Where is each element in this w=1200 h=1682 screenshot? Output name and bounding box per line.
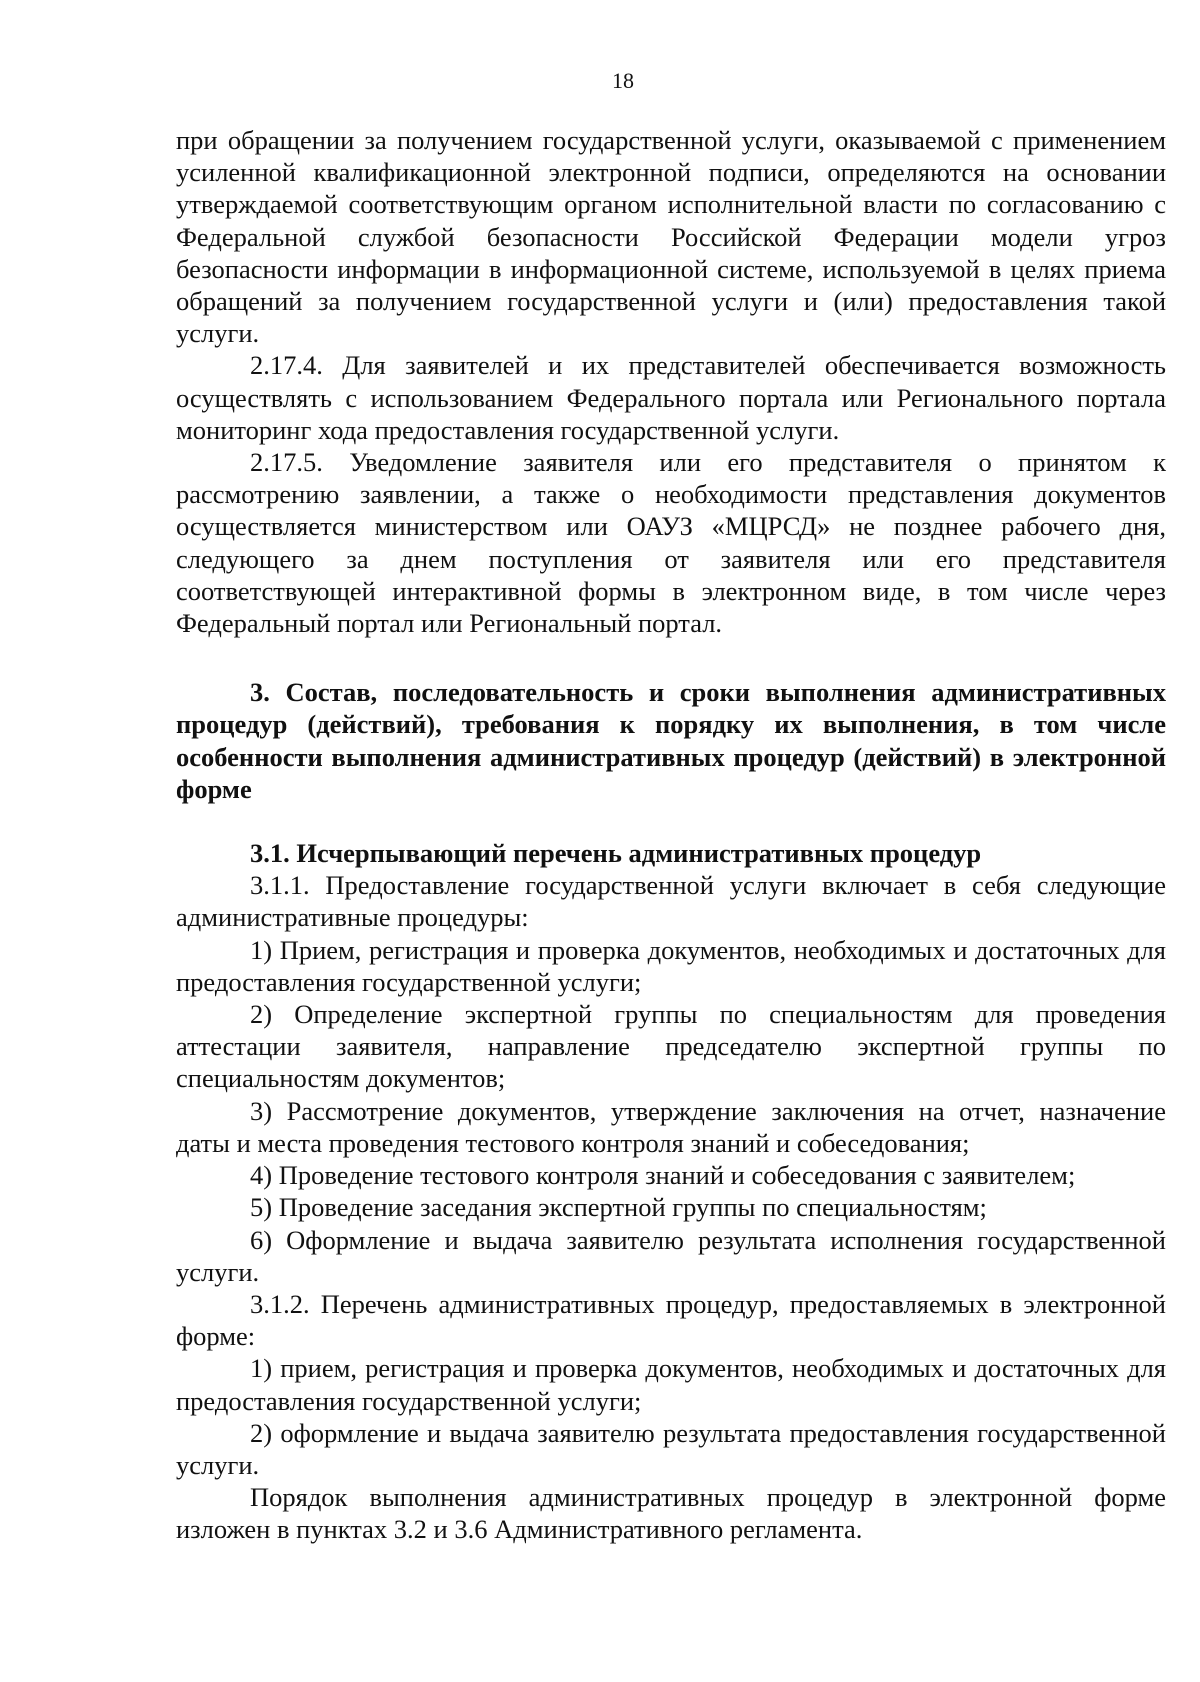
list-item: 5) Проведение заседания экспертной группы по специальностям; xyxy=(250,1192,987,1223)
paragraph-2-17-4: 2.17.4. Для заявителей и их представителей обеспечивается возможность осуществлять с использованием Федерального портала или Регионального портала мониторинг хода предоставления государственной услуги. xyxy=(176,350,1166,445)
list-item: 2) Определение экспертной группы по специальностям для проведения аттестации заявителя, направление председателю экспертной группы по специальностям документов; xyxy=(176,999,1166,1094)
list-item: 1) прием, регистрация и проверка документов, необходимых и достаточных для предоставления государственной услуги; xyxy=(176,1353,1166,1416)
subsection-heading: 3.1. Исчерпывающий перечень административных процедур xyxy=(250,838,982,869)
paragraph-3-1-1: 3.1.1. Предоставление государственной услуги включает в себя следующие административные процедуры: xyxy=(176,870,1166,933)
list-item: 3) Рассмотрение документов, утверждение заключения на отчет, назначение даты и места проведения тестового контроля знаний и собеседования; xyxy=(176,1095,1166,1158)
list-item: 2) оформление и выдача заявителю результата предоставления государственной услуги. xyxy=(176,1417,1166,1480)
list-item: 6) Оформление и выдача заявителю результата исполнения государственной услуги. xyxy=(176,1224,1166,1287)
spacer xyxy=(176,639,1166,676)
paragraph-3-1-2: 3.1.2. Перечень административных процедур, предоставляемых в электронной форме: xyxy=(176,1288,1166,1352)
paragraph-order: Порядок выполнения административных процедур в электронной форме изложен в пунктах 3.2 и 3.6 Административного регламента. xyxy=(176,1482,1166,1545)
list-item: 4) Проведение тестового контроля знаний и собеседования с заявителем; xyxy=(250,1160,1076,1191)
document-body xyxy=(176,124,1166,1546)
page-number: 18 xyxy=(612,68,634,93)
paragraph-continuation: при обращении за получением государственной услуги, оказываемой с применением усиленной квалификационной электронной подписи, определяются на основании утверждаемой соответствующим органом исполнительной власти по согласованию с Федеральной службой безопасности Российской Федерации модели угроз безопасности информации в информационной системе, используемой в целях приема обращений за получением государственной услуги и (или) предоставления такой услуги. xyxy=(176,125,1166,349)
section-heading: 3. Состав, последовательность и сроки выполнения административных процедур (действий), требования к порядку их выполнения, в том числе особенности выполнения административных процедур (действий) в электронной форме xyxy=(176,677,1166,804)
list-item: 1) Прием, регистрация и проверка документов, необходимых и достаточных для предоставления государственной услуги; xyxy=(176,934,1166,997)
paragraph-2-17-5: 2.17.5. Уведомление заявителя или его представителя о принятом к рассмотрению заявлении, а также о необходимости представления документов осуществляется министерством или ОАУЗ «МЦРСД» не позднее рабочего дня, следующего за днем поступления от заявителя или его представителя соответствующей интерактивной формы в электронном виде, в том числе через Федеральный портал или Региональный портал. xyxy=(176,447,1166,639)
spacer xyxy=(176,805,1166,837)
